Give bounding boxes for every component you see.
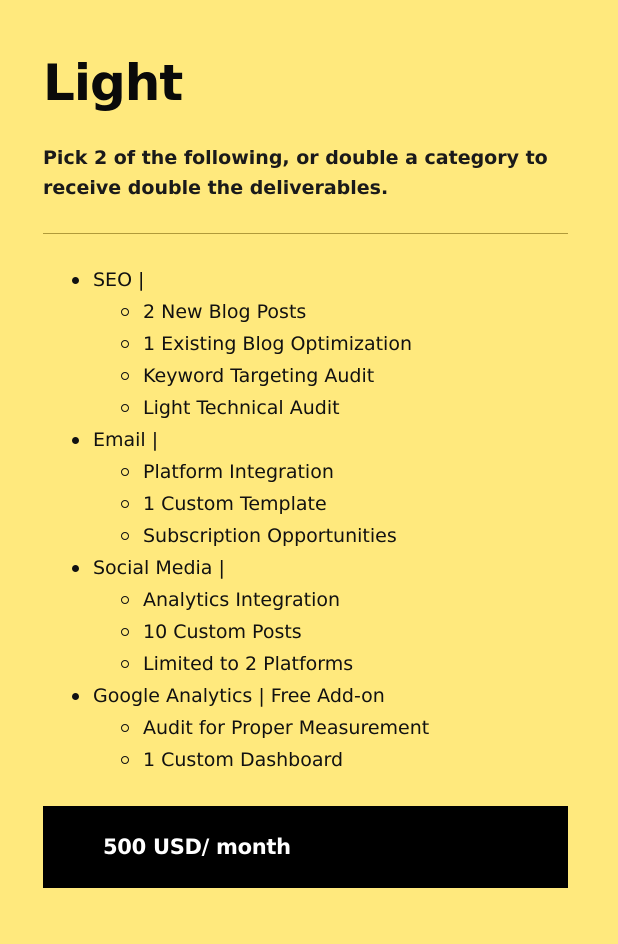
list-item — [43, 584, 568, 616]
category-label: SEO | — [93, 269, 145, 291]
bullet-icon — [72, 693, 79, 700]
list-item — [43, 456, 568, 488]
circle-bullet-icon — [121, 340, 129, 348]
category-label: Google Analytics | Free Add-on — [93, 685, 385, 707]
plan-title: Light — [43, 54, 183, 112]
plan-description: Pick 2 of the following, or double a category to receive double the deliverables. — [43, 147, 548, 199]
category-label: Social Media | — [93, 557, 225, 579]
list-item-label: 1 Existing Blog Optimization — [143, 333, 413, 355]
bullet-icon — [72, 277, 79, 284]
list-item-label: Keyword Targeting Audit — [143, 365, 375, 387]
circle-bullet-icon — [121, 372, 129, 380]
category-seo — [43, 264, 568, 296]
category-seo-items — [43, 296, 568, 424]
circle-bullet-icon — [121, 724, 129, 732]
list-item — [43, 648, 568, 680]
divider — [43, 233, 568, 234]
list-item — [43, 360, 568, 392]
bullet-icon — [72, 565, 79, 572]
list-item — [43, 744, 568, 776]
list-item-label: Limited to 2 Platforms — [143, 653, 354, 675]
bullet-icon — [72, 437, 79, 444]
circle-bullet-icon — [121, 660, 129, 668]
price-button[interactable] — [43, 806, 568, 888]
category-google-analytics — [43, 680, 568, 712]
circle-bullet-icon — [121, 532, 129, 540]
category-social-media — [43, 552, 568, 584]
list-item — [43, 520, 568, 552]
list-item-label: Light Technical Audit — [143, 397, 340, 419]
list-item-label: 1 Custom Template — [143, 493, 327, 515]
list-item-label: Audit for Proper Measurement — [143, 717, 430, 739]
circle-bullet-icon — [121, 596, 129, 604]
price-label: 500 USD/ month — [103, 835, 291, 859]
circle-bullet-icon — [121, 500, 129, 508]
list-item — [43, 392, 568, 424]
feature-list — [43, 264, 568, 776]
list-item — [43, 616, 568, 648]
list-item-label: 10 Custom Posts — [143, 621, 302, 643]
list-item-label: Subscription Opportunities — [143, 525, 397, 547]
category-label: Email | — [93, 429, 159, 451]
category-google-analytics-items — [43, 712, 568, 776]
list-item — [43, 328, 568, 360]
list-item-label: Platform Integration — [143, 461, 334, 483]
list-item — [43, 296, 568, 328]
circle-bullet-icon — [121, 308, 129, 316]
list-item-label: 2 New Blog Posts — [143, 301, 307, 323]
list-item-label: Analytics Integration — [143, 589, 341, 611]
list-item — [43, 488, 568, 520]
circle-bullet-icon — [121, 628, 129, 636]
circle-bullet-icon — [121, 404, 129, 412]
circle-bullet-icon — [121, 468, 129, 476]
category-email — [43, 424, 568, 456]
category-social-media-items — [43, 584, 568, 680]
circle-bullet-icon — [121, 756, 129, 764]
list-item — [43, 712, 568, 744]
category-email-items — [43, 456, 568, 552]
list-item-label: 1 Custom Dashboard — [143, 749, 344, 771]
